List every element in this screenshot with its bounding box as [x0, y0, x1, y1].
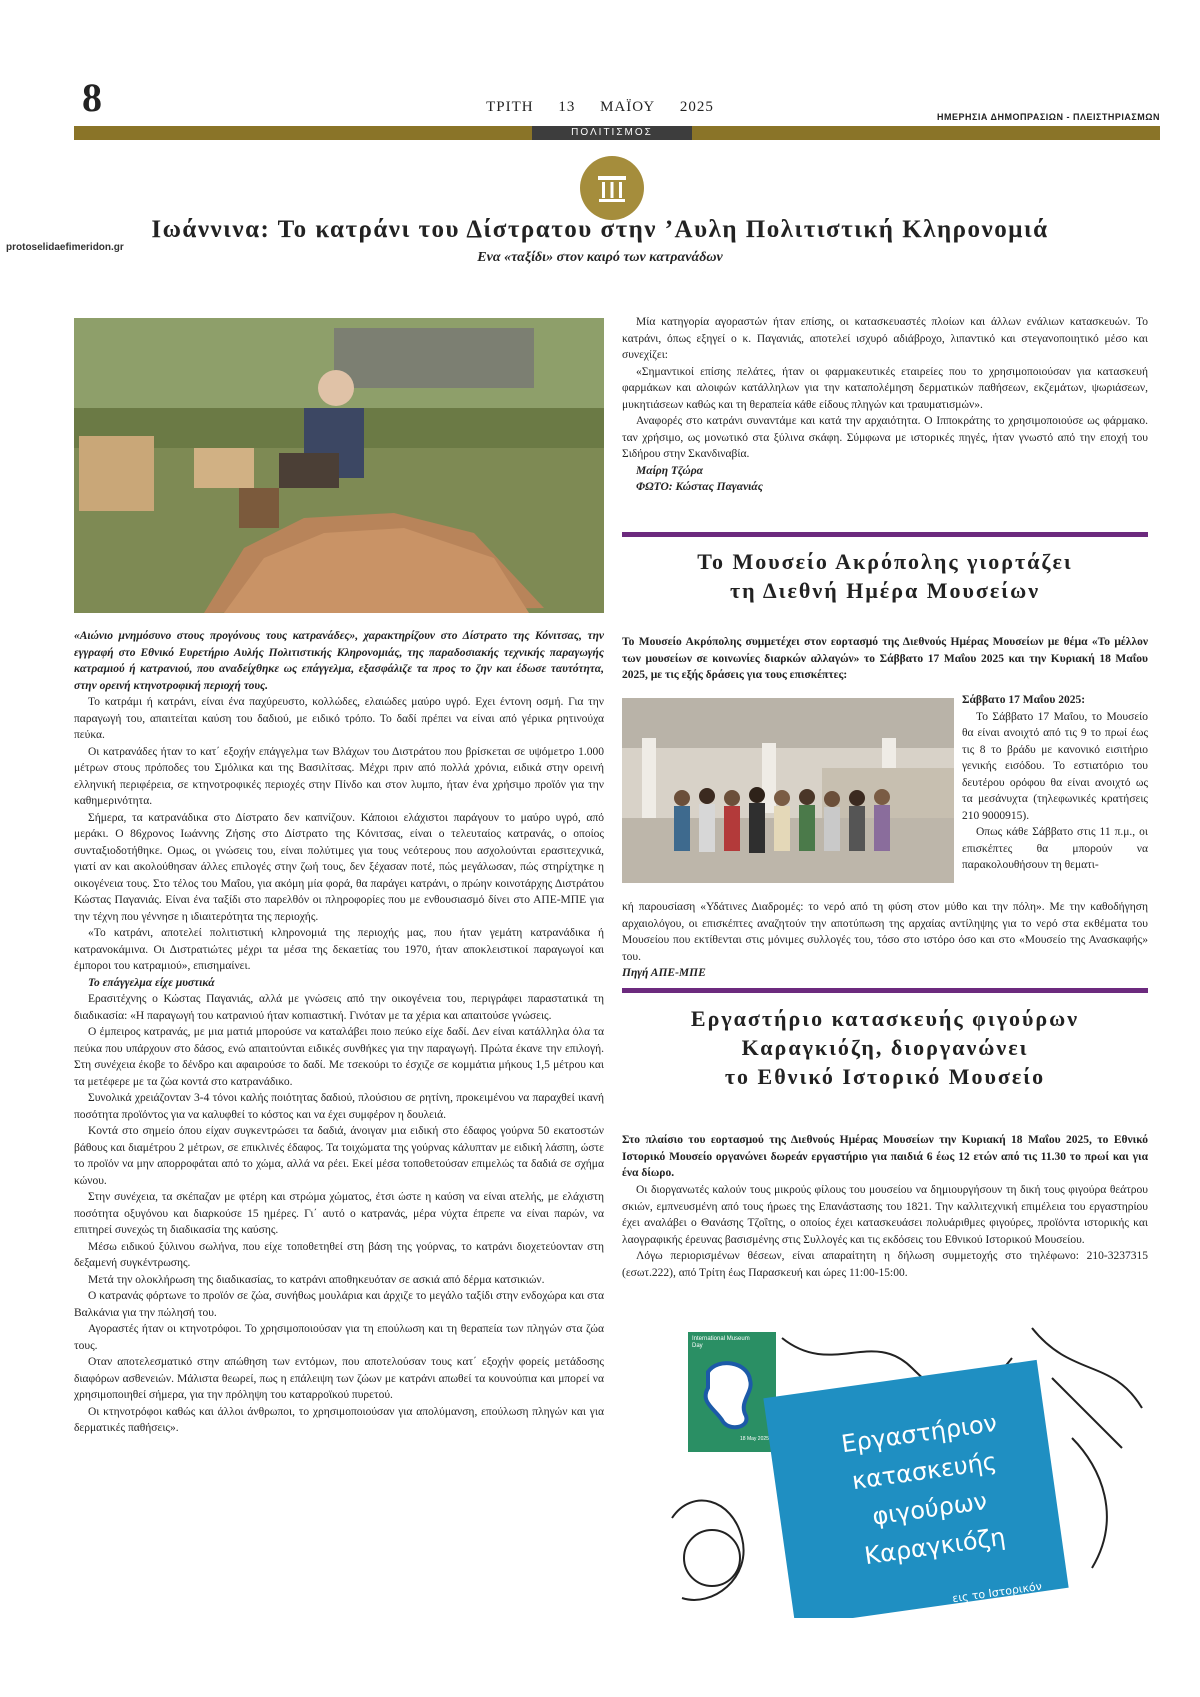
- paragraph: Οι κατρανάδες ήταν το κατ΄ εξοχήν επάγγελμα των Βλάχων του Διστράτου που βρίσκεται σε υψόμετρο 1.000 μέτρων στους πρόποδες του Σμόλικα και της Βασιλίτσας. Μέχρι πριν από πολλά χρόνια, ειδικά στην ορεινή ελληνική περιφέρεια, σε κτηνοτροφικές περιοχές στην Πίνδο και στον λυμπο, ήταν ένα χρήσιμο προϊόν για την καθημερινότητα.: [74, 745, 604, 807]
- acropolis-museum-photo: [622, 698, 954, 883]
- paragraph: Ο κατρανάς φόρτωνε το προϊόν σε ζώα, συνήθως μουλάρια και άρχιζε το μεγάλο ταξίδι στην ενδοχώρα και στα Βαλκάνια για την πώλησή του.: [74, 1290, 604, 1319]
- poster-small-text: εις το Ιστορικόν: [951, 1579, 1043, 1606]
- main-article-body: [74, 628, 604, 1437]
- newspaper-name: ΗΜΕΡΗΣΙΑ ΔΗΜΟΠΡΑΣΙΩΝ - ΠΛΕΙΣΤΗΡΙΑΣΜΩΝ: [936, 112, 1160, 122]
- poster-line: φιγούρων: [870, 1486, 989, 1531]
- paragraph: Οι διοργανωτές καλούν τους μικρούς φίλους του μουσείου να δημιουργήσουν τη δική τους φιγούρα θεάτρου σκιών, εμπνευσμένη από τους ήρωες της Επανάστασης του 1821. Την καλλιτεχνική επιμέλεια του εργαστηρίου έχει αναλάβει ο Θανάσης Τζοΐτης, ο οποίος έχει κατασκευάσει πολυάριθμες φιγούρες, προϊόντα ιστορικής και λαογραφικής έρευνας βασισμένης στις Συλλογές και τις εκδόσεις του Εθνικού Ιστορικού Μουσείου.: [622, 1184, 1148, 1246]
- paragraph: «Το κατράνι, αποτελεί πολιτιστική κληρονομιά της περιοχής μας, που ήταν γεμάτη κατρανάδικα ή κατρανοκάμινα. Οι Διστρατιώτες μέχρι τα μέσα της δεκαετίας του 1970, ήταν αποκλειστικοί παραγωγοί και έμποροι του κατραμιού», επισημαίνει.: [74, 927, 604, 972]
- main-subtitle: Ενα «ταξίδι» στον καιρό των κατρανάδων: [477, 250, 723, 265]
- paragraph: «Σημαντικοί επίσης πελάτες, ήταν οι φαρμακευτικές εταιρείες που το χρησιμοποιούσαν για κατασκευή φαρμάκων και αλοιφών κατάλληλων για την καταπολέμηση δερματικών παθήσεων, εκζεμάτων, ψωριάσεων, μυκητιάσεων καθώς και τη θεραπεία κάθε είδους πληγών και τραυματισμών».: [622, 365, 1148, 411]
- poster-line: Καραγκιόζη: [862, 1522, 1008, 1571]
- paragraph: Οταν αποτελεσματικό στην απώθηση των εντόμων, που αποτελούσαν τους κατ΄ εξοχήν φορείς μετάδοσης διαφόρων ασθενειών. Μάλιστα θεωρεί, πως η επάλειψη των ζώων με κατράνι απωθεί τα κουνούπια και μπορεί να χρησιμοποιηθεί σήμερα, για την πρόληψη του καταρροϊκού πυρετού.: [74, 1356, 604, 1401]
- paragraph: Μέσω ειδικού ξύλινου σωλήνα, που είχε τοποθετηθεί στη βάση της γούρνας, το κατράνι διοχετεύονταν στη δεξαμενή συγκέντρωσης.: [74, 1240, 604, 1269]
- paragraph: Ο έμπειρος κατρανάς, με μια ματιά μπορούσε να καταλάβει ποιο πεύκο είχε δαδί. Δεν είναι κατάλληλα όλα τα πεύκα που υπάρχουν στο δάσος, ενώ απαιτούνται ειδικές συνθήκες για την παραγωγή. Πρώτα έκανε την επιλογή. Στη συνέχεια έκοβε το δένδρο και αφαιρούσε το δαδί. Με τσεκούρι το έσχιζε σε κομμάτια μήκους 1,5 μέτρου και τα μετέφερε με τα ζώα κοντά στο κατρανάδικο.: [74, 1026, 604, 1088]
- museum-day-title: International Museum Day: [692, 1336, 750, 1349]
- paragraph: Κοντά στο σημείο όπου είχαν συγκεντρώσει τα δαδιά, άνοιγαν μια ειδική στο έδαφος γούρνα 50 εκατοστών βάθους και διαμέτρου 2 μέτρων, σε επικλινές έδαφος. Τα τοιχώματα της γούρνας κάλυπταν με ειδική λάσπη, ώστε το προϊόν να μην απορροφάται από το χώμα, αλλά να ρέει. Εκεί μέσα τοποθετούσαν επιμελώς τα δαδιά σε σχήμα κώνου.: [74, 1125, 604, 1187]
- main-headline: Ιωάννινα: Το κατράνι του Δίστρατου στην ’Αυλη Πολιτιστική Κληρονομιά: [151, 216, 1049, 243]
- subheading: Το επάγγελμα είχε μυστικά: [88, 976, 215, 989]
- paragraph: κή παρουσίαση «Υδάτινες Διαδρομές: το νερό από τη φύση στον μύθο και την πόλη». Με την καθοδήγηση αρχαιολόγου, οι επισκέπτες αναζητούν την αποτύπωση της αρχαίας αντίληψης για το νερό στα εκθέματα του Μουσείου που εκτίθενται στις μόνιμες συλλογές του, τόσο στο ιστόρο όσο και στο «Μουσείο της Ανασκαφής» του.: [622, 901, 1148, 963]
- main-article-continuation: [622, 314, 1148, 496]
- museum-day-logo-icon: [688, 1332, 776, 1452]
- paragraph: Οπως κάθε Σάββατο στις 11 π.μ., οι επισκέπτες θα μπορούν να παρακολουθήσουν τη θεματι-: [962, 826, 1148, 871]
- column-icon: [594, 170, 630, 206]
- paragraph: Συνολικά χρειάζονταν 3-4 τόνοι καλής ποιότητας δαδιού, πλούσιου σε ρητίνη, προκειμένου να παραχθεί ικανή ποσότητα προϊόντος για να καλυφθεί το κόστος και να έχει συμφέρον η δουλειά.: [74, 1092, 604, 1121]
- headline-line: Εργαστήριο κατασκευής φιγούρων: [690, 1006, 1080, 1031]
- date-num: 13: [558, 99, 576, 115]
- paragraph: Σήμερα, τα κατρανάδικα στο Δίστρατο δεν καπνίζουν. Κάποιοι ελάχιστοι παράγουν το μαύρο υγρό, από μεράκι. Ο 86χρονος Ιωάννης Ζήσης στο Δίστρατο της Κόνιτσας, είναι ο τελευταίος κατρανάς, ο οποίος συνταξιοδοτήθηκε. Ομως, οι γνώσεις του, είναι πολύτιμες για τους νεότερους που ασχολούνται ερασιτεχνικά, γιατί αν και ακολούθησαν άλλες επιλογές στην ζωή τους, δεν ξέχασαν ποτέ, πώς μεγάλωσαν, πώς στηρίχτηκε η οικογένεια τους. Στο τέλος του Μαΐου, για ακόμη μία φορά, θα παράγει κατράνι, ο πρώην κοινοτάρχης Διστράτου Κώστας Παγανιάς. Είναι ένα ταξίδι στο παρελθόν οι πληροφορίες που με ενθουσιασμό δίνει στο ΑΠΕ-ΜΠΕ για την τέχνη που γέννησε η ιδιαιτερότητα της περιοχής.: [74, 811, 604, 923]
- author: Μαίρη Τζώρα: [636, 464, 704, 477]
- photo-credit: ΦΩΤΟ: Κώστας Παγανιάς: [636, 481, 763, 493]
- tar-maker-photo: [74, 318, 604, 613]
- poster-line: κατασκευής: [850, 1447, 999, 1496]
- acropolis-headline: [622, 547, 1148, 605]
- paragraph: Ερασιτέχνης ο Κώστας Παγανιάς, αλλά με γνώσεις από την οικογένεια του, περιγράφει παραστατικά τη διαδικασία: «Η παραγωγή του κατρανιού ήταν κοπιαστική. Γινόταν με τα χέρια και απαιτούσε γνώσεις.: [74, 993, 604, 1022]
- headline-line: το Εθνικό Ιστορικό Μουσείο: [724, 1064, 1046, 1089]
- paragraph: Το κατράμι ή κατράνι, είναι ένα παχύρευστο, κολλώδες, ελαιώδες μαύρο υγρό. Εχει έντονη οσμή. Για την παραγωγή του, απαιτείται καύση του δαδιού, με ειδικό τρόπο. Το δαδί πρέπει να είναι από γέρικα ρητινούχα πεύκα.: [74, 696, 604, 741]
- acropolis-side-text: [962, 692, 1148, 874]
- year: 2025: [679, 99, 714, 115]
- section-divider: [622, 532, 1148, 537]
- date-heading: Σάββατο 17 Μαΐου 2025:: [962, 694, 1086, 706]
- day: ΤΡΙΤΗ: [486, 99, 534, 115]
- museum-day-card: [688, 1332, 776, 1452]
- karagiozis-headline: [622, 1004, 1148, 1091]
- karagiozis-lead: Στο πλαίσιο του εορτασμού της Διεθνούς Ημέρας Μουσείων την Κυριακή 18 Μαΐου 2025, το Εθνικό Ιστορικό Μουσείο οργανώνει δωρεάν εργαστήριο για παιδιά 6 έως 12 ετών από τις 11.30 το πρωί και για ένα δίωρο.: [622, 1134, 1148, 1179]
- paragraph: Το Σάββατο 17 Μαΐου, το Μουσείο θα είναι ανοιχτό από τις 9 το πρωί έως τις 8 το βράδυ με κανονικό εισιτήριο γενικής εισόδου. Το εστιατόριο του δευτέρου ορόφου θα είναι ανοιχτό ως τα μεσάνυχτα (τηλεφωνικές κρατήσεις 210 9000915).: [962, 710, 1148, 822]
- paragraph: Μετά την ολοκλήρωση της διαδικασίας, το κατράνι αποθηκευόταν σε ασκιά από δέρμα κατσικιών.: [88, 1273, 545, 1286]
- acropolis-body: [622, 899, 1148, 982]
- paragraph: Λόγω περιορισμένων θέσεων, είναι απαραίτητη η δήλωση συμμετοχής στο τηλέφωνο: 210-3237315 (εσωτ.222), από Τρίτη έως Παρασκευή και ώρες 11:00-15:00.: [622, 1250, 1148, 1279]
- poster-line: Εργαστήριον: [839, 1408, 999, 1459]
- headline-line: τη Διεθνή Ημέρα Μουσείων: [729, 578, 1041, 603]
- workshop-poster: [652, 1318, 1150, 1618]
- main-lead: «Αιώνιο μνημόσυνο στους προγόνους τους κατρανάδες», χαρακτηρίζουν στο Δίστρατο της Κόνιτσας, την εγγραφή στο Εθνικό Ευρετήριο Αυλής Πολιτιστικής Κληρονομιάς, της παραδοσιακής τεχνικής παραγωγής κατραμιού ή κατρανιού, που αναδείχθηκε ως επάγγελμα, εξασφάλιζε τα προς το ζην και έδωσε ταυτότητα, στην ορεινή κτηνοτροφική περιοχή τους.: [74, 630, 604, 692]
- source: Πηγή ΑΠΕ-ΜΠΕ: [622, 967, 706, 979]
- page-number: 8: [82, 75, 102, 120]
- museum-day-date: 18 May 2025: [740, 1436, 769, 1442]
- paragraph: Στην συνέχεια, τα σκέπαζαν με φτέρη και στρώμα χώματος, έτσι ώστε η καύση να είναι ατελής, με ελάχιστη ποσότητα οξυγόνου και διαρκούσε 15 ημέρες. Γι΄ αυτό ο κατρανάς, μέρα νύχτα έπρεπε να είναι παρών, να επιτηρεί συνεχώς τη διαδικασία της καύσης.: [74, 1191, 604, 1236]
- karagiozis-body: [622, 1182, 1148, 1281]
- headline-line: Το Μουσείο Ακρόπολης γιορτάζει: [697, 549, 1073, 574]
- column-logo: [580, 156, 644, 220]
- paragraph: Αγοραστές ήταν οι κτηνοτρόφοι. Το χρησιμοποιούσαν για τη επούλωση και τη θεραπεία των πληγών στα ζώα τους.: [74, 1323, 604, 1352]
- headline-line: Καραγκιόζη, διοργανώνει: [741, 1035, 1029, 1060]
- paragraph: Μία κατηγορία αγοραστών ήταν επίσης, οι κατασκευαστές πλοίων και άλλων ενάλιων κατασκευών. Το κατράνι, όπως εξηγεί ο κ. Παγανιάς, αποτελεί ισχυρό αδιάβροχο, λιπαντικό και στεγανοποιητικό μέσο και συνεχίζει:: [622, 316, 1148, 361]
- month: ΜΑΪΟΥ: [600, 99, 656, 115]
- acropolis-lead: Το Μουσείο Ακρόπολης συμμετέχει στον εορτασμό της Διεθνούς Ημέρας Μουσείων με θέμα «Το μέλλον των μουσείων σε κοινωνίες διαρκών αλλαγών» το Σάββατο 17 Μαΐου 2025 και την Κυριακή 18 Μαΐου 2025, με τις εξής δράσεις για τους επισκέπτες:: [622, 636, 1148, 681]
- section-divider: [622, 988, 1148, 993]
- section-label: ΠΟΛΙΤΙΣΜΟΣ: [532, 126, 692, 140]
- paragraph: Αναφορές στο κατράνι συναντάμε και κατά την αρχαιότητα. Ο Ιπποκράτης το χρησιμοποιούσε ως φάρμακο. ταν χρήσιμο, ως μονωτικό στα ξύλινα σκάφη. Σύμφωνα με ιστορικές πηγές, ήταν γνωστό από την εποχή του Σιδήρου στην Σκανδιναβία.: [622, 415, 1148, 460]
- paragraph: Οι κτηνοτρόφοι καθώς και άλλοι άνθρωποι, το χρησιμοποιούσαν για απολύμανση, επούλωση πληγών και για δερματικές παθήσεις».: [74, 1405, 604, 1434]
- watermark: protoselidaefimeridon.gr: [6, 242, 124, 253]
